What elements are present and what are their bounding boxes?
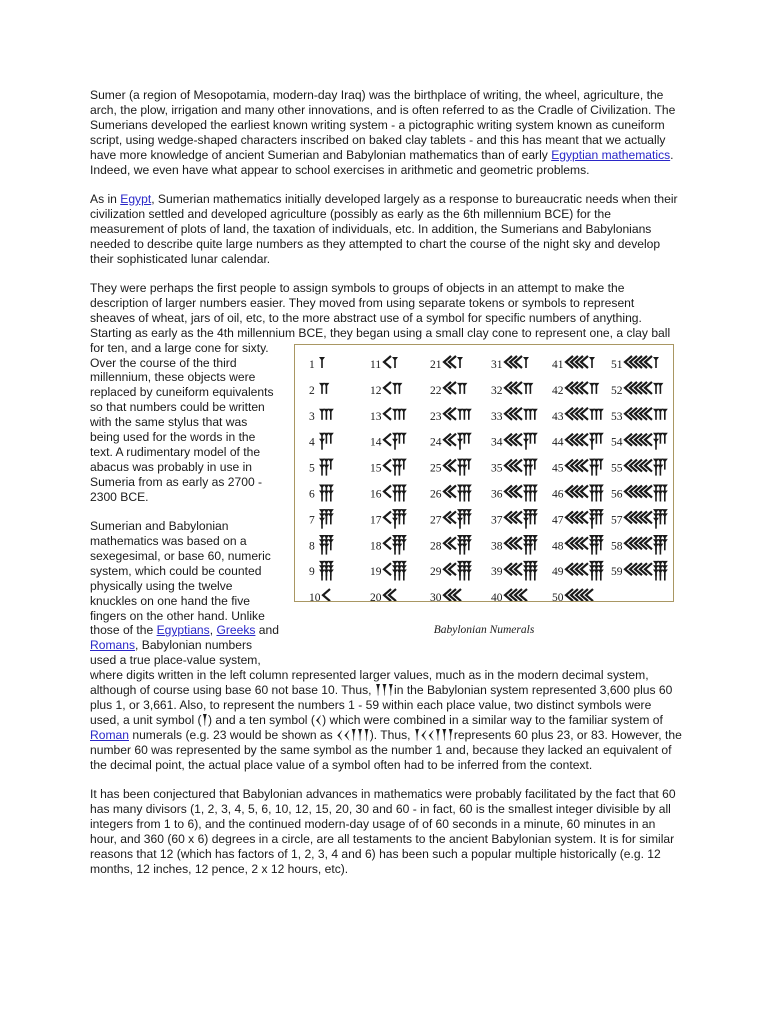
cuneiform-glyph-icon (444, 407, 472, 419)
figure-caption: Babylonian Numerals (433, 623, 535, 636)
text: ) and a ten symbol ( (208, 712, 315, 727)
paragraph-5 (90, 787, 682, 876)
numeral-label: 47 (552, 513, 564, 526)
numeral-label: 36 (491, 488, 503, 501)
numeral-cell (491, 458, 538, 475)
numeral-cell (552, 407, 604, 422)
cuneiform-glyph-icon (319, 535, 334, 555)
cuneiform-glyph-icon (505, 381, 533, 393)
cuneiform-83-icon: 𒐕𒌋𒌋𒐕𒐕𒐕 (413, 727, 454, 742)
numeral-label: 10 (309, 591, 321, 601)
numeral-cell (611, 407, 668, 422)
cuneiform-glyph-icon (625, 535, 668, 555)
numeral-cell (430, 560, 472, 580)
link-romans[interactable]: Romans (90, 638, 136, 653)
numeral-label: 32 (491, 384, 503, 397)
cuneiform-glyph-icon (505, 589, 527, 601)
numeral-label: 14 (370, 436, 382, 449)
numeral-cell (430, 535, 472, 555)
numeral-cell (370, 484, 407, 501)
numeral-cell (552, 509, 604, 529)
numeral-cell (370, 589, 396, 601)
numeral-cell (370, 432, 407, 449)
cuneiform-glyph-icon (384, 432, 407, 449)
numeral-cell (309, 509, 334, 529)
numeral-label: 26 (430, 488, 442, 501)
numeral-cell (491, 381, 533, 396)
cuneiform-glyph-icon (566, 560, 604, 580)
numeral-cell (309, 458, 334, 475)
cuneiform-glyph-icon (566, 407, 604, 419)
cuneiform-glyph-icon (566, 458, 604, 475)
numeral-cell (370, 407, 407, 422)
numeral-cell (552, 381, 599, 396)
cuneiform-glyph-icon (384, 535, 407, 555)
cuneiform-glyph-icon (625, 407, 668, 419)
cuneiform-glyph-icon (319, 357, 325, 368)
numeral-cell (552, 484, 604, 501)
numeral-label: 22 (430, 384, 442, 397)
numerals-svg (295, 345, 673, 601)
numeral-cell (611, 560, 668, 580)
numeral-label: 50 (552, 591, 564, 601)
numeral-cell (552, 560, 604, 580)
cuneiform-glyph-icon (505, 458, 538, 475)
numeral-label: 16 (370, 488, 382, 501)
cuneiform-glyph-icon (323, 589, 330, 601)
cuneiform-glyph-icon (625, 509, 668, 529)
cuneiform-glyph-icon (384, 407, 407, 419)
cuneiform-ten-icon: 𒌋 (314, 712, 323, 727)
numeral-label: 13 (370, 410, 382, 423)
cuneiform-glyph-icon (319, 408, 334, 419)
numeral-label: 46 (552, 488, 564, 501)
link-egyptian-mathematics[interactable]: Egyptian mathematics (551, 147, 671, 162)
text: It has been conjectured that Babylonian advances in mathematics were probably facilitated by the fact that 60 has many divisors (1, 2, 3, 4, 5, 6, 10, 12, 15, 20, 30 and 60 - in fact, 60 is the smallest integer divisible by all integers from 1 to 6), and the continued modern-day usage of of 60 seconds in a minute, 60 minutes in an hour, and 360 (60 x 6) degrees in a circle, are all testaments to the ancient Babylonian system. It is for similar reasons that 12 (which has factors of 1, 2, 3, 4 and 6) has been such a popular multiple historically (e.g. 12 months, 12 inches, 12 pence, 2 x 12 hours, etc). (90, 786, 676, 876)
numeral-cell (309, 484, 334, 501)
numeral-label: 59 (611, 565, 623, 578)
numeral-label: 20 (370, 591, 382, 601)
cuneiform-glyph-icon (319, 509, 334, 529)
numeral-label: 4 (309, 436, 315, 449)
numeral-label: 55 (611, 462, 623, 475)
cuneiform-glyph-icon (505, 509, 538, 529)
numeral-label: 53 (611, 410, 623, 423)
cuneiform-glyph-icon (505, 560, 538, 580)
numeral-cell (430, 432, 472, 449)
numeral-cell (370, 535, 407, 555)
numeral-label: 42 (552, 384, 564, 397)
cuneiform-glyph-icon (566, 381, 599, 393)
cuneiform-glyph-icon (384, 484, 407, 501)
numeral-label: 19 (370, 565, 382, 578)
numeral-label: 44 (552, 436, 564, 449)
numeral-label: 15 (370, 462, 382, 475)
numeral-cell (370, 458, 407, 475)
numeral-cell (491, 356, 529, 371)
cuneiform-glyph-icon (384, 356, 398, 368)
numeral-cell (611, 432, 668, 449)
numeral-label: 39 (491, 565, 503, 578)
text: . Indeed, we even have what appear to school exercises in arithmetic and geometric problems. (90, 147, 674, 177)
numeral-cell (552, 458, 604, 475)
numeral-cell (552, 432, 604, 449)
numeral-label: 40 (491, 591, 503, 601)
numerals-table (294, 344, 674, 602)
numeral-label: 17 (370, 513, 382, 526)
cuneiform-glyph-icon (625, 484, 668, 501)
paragraph-2 (90, 192, 682, 267)
numeral-label: 56 (611, 488, 623, 501)
numeral-label: 52 (611, 384, 623, 397)
text: ball for ten, and a large cone for sixty. Over the course of the third millennium, these objects were replaced by cuneiform equivalents so that numbers could be written with the same stylus that was being used for the words in the text. A rudimentary model of the abacus was probably in use in Sumeria from as early as 2700 - 2300 BCE. (90, 325, 671, 504)
cuneiform-glyph-icon (384, 458, 407, 475)
cuneiform-glyph-icon (444, 356, 463, 368)
numeral-label: 51 (611, 358, 623, 371)
cuneiform-3661-icon: 𒐕𒐕𒐕 (374, 683, 395, 698)
numeral-label: 34 (491, 436, 503, 449)
numeral-cell (430, 589, 461, 601)
cuneiform-glyph-icon (384, 381, 402, 393)
text: , Sumerian mathematics initially developed largely as a response to bureaucratic needs when their civilization settled and developed agriculture (possibly as early as the 6th millennium BCE) for the measurement of plots of land, the taxation of individuals, etc. In addition, the Sumerians and Babylonians needed to describe quite large numbers as they attempted to chart the course of the night sky and develop their sophisticated lunar calendar. (90, 191, 678, 266)
numeral-cell (309, 560, 334, 580)
numeral-label: 3 (309, 410, 315, 423)
paragraph-1 (90, 88, 682, 177)
numeral-cell (491, 484, 538, 501)
cuneiform-glyph-icon (566, 484, 604, 501)
numeral-cell (491, 509, 538, 529)
text: , (209, 623, 217, 638)
text: numerals (e.g. 23 would be shown as (129, 727, 337, 742)
numeral-label: 23 (430, 410, 442, 423)
numeral-cell (552, 535, 604, 555)
numeral-label: 6 (309, 488, 315, 501)
numeral-label: 37 (491, 513, 503, 526)
numeral-label: 31 (491, 358, 503, 371)
cuneiform-glyph-icon (319, 432, 334, 449)
numeral-cell (309, 382, 329, 396)
numeral-cell (491, 535, 538, 555)
cuneiform-glyph-icon (566, 589, 593, 601)
numeral-cell (370, 381, 402, 396)
numeral-cell (611, 484, 668, 501)
text: and (255, 623, 279, 638)
numeral-label: 11 (370, 358, 382, 371)
numeral-cell (552, 589, 593, 601)
link-greeks[interactable]: Greeks (216, 623, 256, 638)
numeral-label: 27 (430, 513, 442, 526)
link-roman[interactable]: Roman (90, 727, 129, 742)
cuneiform-glyph-icon (505, 484, 538, 501)
numeral-cell (611, 509, 668, 529)
numeral-cell (430, 407, 472, 422)
numeral-cell (491, 432, 538, 449)
numeral-cell (430, 356, 463, 371)
numeral-cell (611, 356, 659, 371)
numeral-label: 45 (552, 462, 564, 475)
link-egyptians[interactable]: Egyptians (156, 623, 210, 638)
text: represents 60 plus 23, or 83. However, the number 60 was represented by the same symbol as the number 1 and, because they lacked an equivalent of the decimal point, the actual place value of a symbol often had to be inferred from the context. (90, 727, 682, 772)
numeral-label: 29 (430, 565, 442, 578)
cuneiform-glyph-icon (384, 560, 407, 580)
cuneiform-glyph-icon (566, 509, 604, 529)
numeral-label: 48 (552, 539, 564, 552)
numeral-cell (309, 589, 330, 601)
numeral-label: 25 (430, 462, 442, 475)
numeral-label: 2 (309, 384, 315, 397)
numeral-cell (611, 381, 663, 396)
cuneiform-glyph-icon (505, 535, 538, 555)
cuneiform-glyph-icon (444, 458, 472, 475)
numeral-cell (491, 560, 538, 580)
cuneiform-glyph-icon (384, 509, 407, 529)
cuneiform-glyph-icon (444, 509, 472, 529)
numeral-label: 8 (309, 539, 315, 552)
numeral-label: 57 (611, 513, 623, 526)
numeral-label: 54 (611, 436, 623, 449)
cuneiform-glyph-icon (505, 407, 538, 419)
numeral-label: 1 (309, 358, 315, 371)
numeral-cell (611, 535, 668, 555)
numeral-label: 24 (430, 436, 442, 449)
numeral-label: 28 (430, 539, 442, 552)
text: Sumer (a region of Mesopotamia, modern-day Iraq) was the birthplace of writing, the wheel, agriculture, the arch, the plow, irrigation and many other innovations, and is often referred to as the Cradle of Civilization. The Sumerians developed the earliest known writing system - a pictographic writing system known as cuneiform script, using wedge-shaped characters inscribed on baked clay tablets - and this has meant that we actually have more knowledge of ancient Sumerian and Babylonian mathematics than of early (90, 88, 676, 162)
numeral-cell (491, 407, 538, 422)
cuneiform-23-icon: 𒌋𒌋𒐕𒐕𒐕 (336, 727, 370, 742)
numeral-label: 7 (309, 513, 315, 526)
numeral-label: 35 (491, 462, 503, 475)
cuneiform-glyph-icon (625, 356, 659, 368)
numeral-cell (430, 484, 472, 501)
cuneiform-glyph-icon (625, 432, 668, 449)
link-egypt[interactable]: Egypt (120, 191, 152, 206)
babylonian-numerals-figure (290, 341, 682, 659)
cuneiform-glyph-icon (319, 458, 334, 475)
cuneiform-glyph-icon (319, 382, 329, 393)
numeral-label: 49 (552, 565, 564, 578)
numeral-label: 9 (309, 565, 315, 578)
numeral-cell (611, 458, 668, 475)
cuneiform-glyph-icon (384, 589, 396, 601)
numeral-cell (370, 509, 407, 529)
numeral-cell (552, 356, 595, 371)
numeral-cell (430, 458, 472, 475)
cuneiform-glyph-icon (444, 432, 472, 449)
cuneiform-glyph-icon (566, 535, 604, 555)
cuneiform-glyph-icon (505, 432, 538, 449)
cuneiform-glyph-icon (319, 560, 334, 580)
article (90, 88, 682, 891)
numeral-label: 38 (491, 539, 503, 552)
numeral-cell (370, 356, 398, 371)
cuneiform-glyph-icon (566, 356, 595, 368)
numeral-cell (309, 535, 334, 555)
text: ) which were combined in a similar way to the familiar system of (322, 712, 663, 727)
numeral-label: 5 (309, 462, 315, 475)
cuneiform-glyph-icon (444, 535, 472, 555)
numeral-cell (491, 589, 527, 601)
cuneiform-glyph-icon (444, 381, 467, 393)
numeral-cell (309, 408, 334, 422)
cuneiform-glyph-icon (505, 356, 529, 368)
text: Sumerian and Babylonian mathematics was based on a sexegesimal, or base 60, numeric system, which could be counted physically using the twelve knuckles on one hand the five fingers on the other hand. Unlike those of the (90, 519, 271, 638)
text: They were perhaps the first people to assign symbols to groups of objects in an attempt to make the description of larger numbers easier. They moved from using separate tokens or symbols to represent sheaves of wheat, jars of oil, etc, to the more abstract use of a symbol for specific numbers of anything. Starting as early as the 4th millennium BCE, they began using a small clay cone to represent one, a clay (90, 280, 652, 340)
cuneiform-glyph-icon (444, 560, 472, 580)
text: As in (90, 191, 121, 206)
numeral-label: 12 (370, 384, 382, 397)
numeral-label: 58 (611, 539, 623, 552)
numeral-label: 30 (430, 591, 442, 601)
numeral-cell (370, 560, 407, 580)
cuneiform-glyph-icon (444, 484, 472, 501)
numeral-label: 33 (491, 410, 503, 423)
numeral-cell (430, 381, 467, 396)
text: in the Babylonian system represented 3,600 plus 60 plus 1, or 3,661. Also, to represent the numbers 1 - 59 within each place value, two distinct symbols were used, a unit symbol ( (90, 683, 673, 727)
text: , Babylonian numbers used a true place-value system, where digits written in the left column represented larger values, much as in the modern decimal system, although of course using base 60 not base 10. Thus, (90, 638, 649, 698)
numeral-label: 43 (552, 410, 564, 423)
text: ). Thus, (369, 727, 414, 742)
numeral-label: 18 (370, 539, 382, 552)
numeral-cell (309, 432, 334, 449)
cuneiform-glyph-icon (444, 589, 461, 601)
cuneiform-unit-icon: 𒐕 (201, 712, 208, 727)
cuneiform-glyph-icon (625, 560, 668, 580)
cuneiform-glyph-icon (566, 432, 604, 449)
numeral-cell (309, 357, 325, 371)
cuneiform-glyph-icon (625, 458, 668, 475)
numeral-cell (430, 509, 472, 529)
numeral-label: 41 (552, 358, 564, 371)
cuneiform-glyph-icon (319, 484, 334, 501)
cuneiform-glyph-icon (625, 381, 663, 393)
numeral-label: 21 (430, 358, 442, 371)
